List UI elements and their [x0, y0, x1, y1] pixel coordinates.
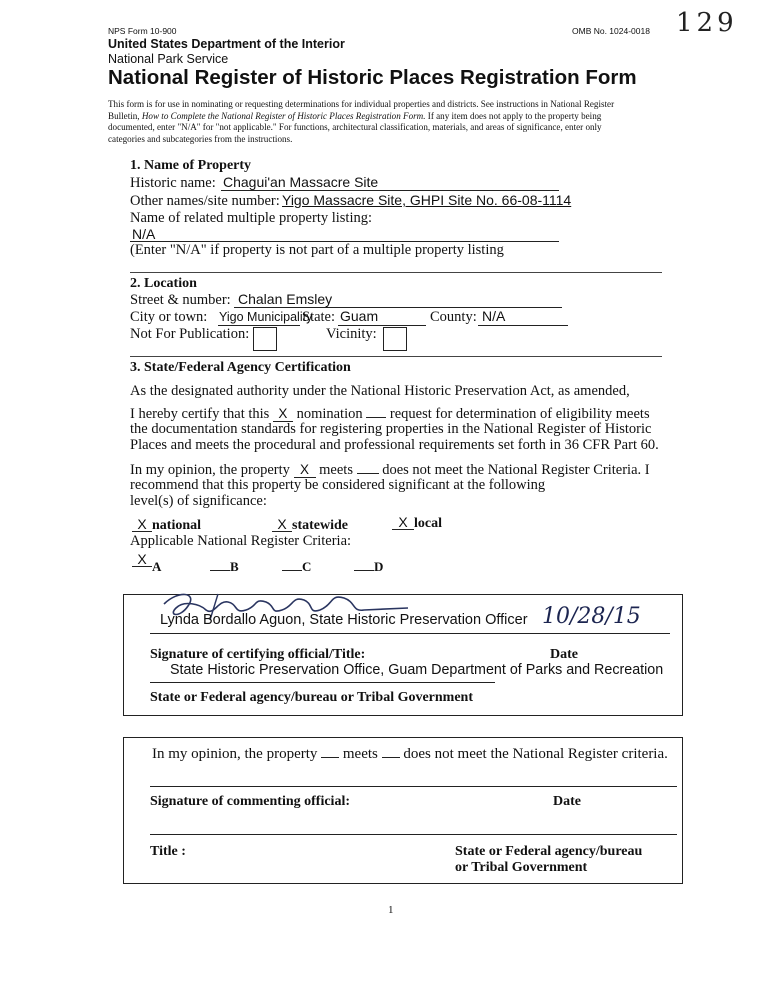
department-name: United States Department of the Interior: [108, 37, 345, 51]
commenting-agency-label-1: State or Federal agency/bureau: [455, 844, 643, 859]
street-underline: [234, 307, 562, 308]
instructions-line-2: Bulletin, How to Complete the National Register of Historic Places Registration Form. If any item does not apply to the property being: [108, 110, 602, 121]
criterion-d-label: D: [374, 559, 384, 574]
certify-line-3: Places and meets the procedural and professional requirements set forth in 36 CFR Part 60.: [130, 437, 659, 453]
form-number: NPS Form 10-900: [108, 26, 177, 36]
level-national-mark[interactable]: X: [132, 517, 152, 532]
certifying-official-name[interactable]: Lynda Bordallo Aguon, State Historic Preservation Officer: [160, 612, 528, 628]
criterion-c-mark[interactable]: [282, 559, 302, 571]
criterion-b[interactable]: [210, 558, 239, 576]
section-1-divider: [130, 272, 662, 273]
criteria-label: Applicable National Register Criteria:: [130, 533, 352, 549]
criterion-b-mark[interactable]: [210, 559, 230, 571]
commenting-title-label: Title :: [150, 844, 186, 859]
certifying-agency-underline: [150, 682, 495, 683]
instructions: [108, 99, 614, 145]
level-local-mark[interactable]: X: [392, 515, 414, 530]
state-label: State:: [302, 309, 336, 325]
page-number: 1: [388, 904, 394, 916]
certification-date[interactable]: 10/28/15: [542, 604, 641, 629]
certifying-signature-underline: [150, 633, 670, 634]
criterion-a[interactable]: [132, 551, 162, 574]
commenting-opinion: In my opinion, the property meets does not meet the National Register criteria.: [152, 746, 668, 762]
criterion-c-label: C: [302, 559, 312, 574]
opinion-line-1: In my opinion, the property X meets does not meet the National Register Criteria. I: [130, 462, 650, 478]
other-names-label: Other names/site number:: [130, 193, 280, 209]
street-value[interactable]: Chalan Emsley: [238, 291, 333, 307]
multiple-listing-label: Name of related multiple property listing:: [130, 210, 373, 226]
certifying-date-label: Date: [550, 647, 578, 662]
historic-name-value[interactable]: Chagui'an Massacre Site: [223, 174, 379, 190]
criterion-b-label: B: [230, 559, 239, 574]
criterion-c[interactable]: [282, 558, 311, 576]
commenting-agency-label-2: or Tribal Government: [455, 860, 588, 875]
historic-name-label: Historic name:: [130, 175, 216, 191]
historic-name-underline: [221, 190, 559, 191]
does-not-meet-blank[interactable]: [357, 461, 379, 474]
instructions-line-3: documented, enter "N/A" for "not applicable." For functions, architectural classification, materials, and areas of significance, enter only: [108, 122, 602, 132]
level-national-label: national: [152, 518, 202, 533]
instructions-line-1: This form is for use in nominating or requesting determinations for individual properties and districts. See instructions in National Register: [108, 99, 615, 109]
street-label: Street & number:: [130, 292, 231, 308]
handwritten-page-number: 129: [676, 8, 738, 38]
request-blank[interactable]: [366, 405, 386, 418]
omb-number: OMB No. 1024-0018: [572, 26, 650, 36]
certify-line-2: the documentation standards for registering properties in the National Register of Historic: [130, 421, 652, 437]
level-local[interactable]: [392, 514, 442, 532]
level-statewide-label: statewide: [292, 518, 348, 533]
level-statewide[interactable]: [272, 516, 348, 534]
authority-text: As the designated authority under the National Historic Preservation Act, as amended,: [130, 383, 630, 399]
commenting-signature-label: Signature of commenting official:: [150, 794, 350, 809]
opinion-line-2: recommend that this property be considered significant at the following: [130, 477, 546, 493]
certifying-agency-label: State or Federal agency/bureau or Tribal Government: [150, 690, 474, 705]
criterion-d-mark[interactable]: [354, 559, 374, 571]
certify-line-1: I hereby certify that this X nomination request for determination of eligibility meets: [130, 406, 650, 422]
county-value[interactable]: N/A: [482, 308, 506, 324]
commenting-does-not-meet-blank[interactable]: [382, 745, 400, 758]
vicinity-label: Vicinity:: [326, 326, 377, 342]
county-label: County:: [430, 309, 477, 325]
nomination-mark[interactable]: X: [273, 407, 293, 422]
section-2-heading: 2. Location: [130, 276, 197, 291]
criterion-a-mark[interactable]: X: [132, 553, 152, 567]
commenting-signature-line[interactable]: [150, 786, 677, 787]
commenting-meets-blank[interactable]: [321, 745, 339, 758]
level-national[interactable]: [132, 516, 201, 534]
criterion-a-label: A: [152, 559, 162, 574]
other-names-value[interactable]: Yigo Massacre Site, GHPI Site No. 66-08-1114: [282, 192, 572, 208]
level-local-label: local: [414, 516, 442, 531]
opinion-line-3: level(s) of significance:: [130, 493, 267, 509]
city-label: City or town:: [130, 309, 208, 325]
section-3-heading: 3. State/Federal Agency Certification: [130, 360, 351, 375]
criterion-d[interactable]: [354, 558, 383, 576]
not-for-publication-checkbox[interactable]: [253, 327, 277, 351]
commenting-title-line[interactable]: [150, 834, 677, 835]
section-2-divider: [130, 356, 662, 357]
meets-mark[interactable]: X: [294, 463, 316, 478]
county-underline: [478, 325, 568, 326]
form-title: National Register of Historic Places Registration Form: [108, 66, 637, 89]
state-value[interactable]: Guam: [340, 308, 379, 324]
level-statewide-mark[interactable]: X: [272, 517, 292, 532]
certifying-agency-value[interactable]: State Historic Preservation Office, Guam Department of Parks and Recreation: [170, 662, 664, 678]
instructions-line-4: categories and subcategories from the instructions.: [108, 133, 293, 144]
section-1-heading: 1. Name of Property: [130, 158, 252, 173]
multiple-listing-value[interactable]: N/A: [132, 226, 156, 242]
multiple-listing-note: (Enter "N/A" if property is not part of a multiple property listing: [130, 242, 504, 258]
certifying-signature-label: Signature of certifying official/Title:: [150, 647, 366, 662]
service-name: National Park Service: [108, 52, 229, 66]
commenting-date-label: Date: [553, 794, 581, 809]
not-for-publication-label: Not For Publication:: [130, 326, 250, 342]
vicinity-checkbox[interactable]: [383, 327, 407, 351]
city-value[interactable]: Yigo Municipality: [219, 310, 313, 324]
